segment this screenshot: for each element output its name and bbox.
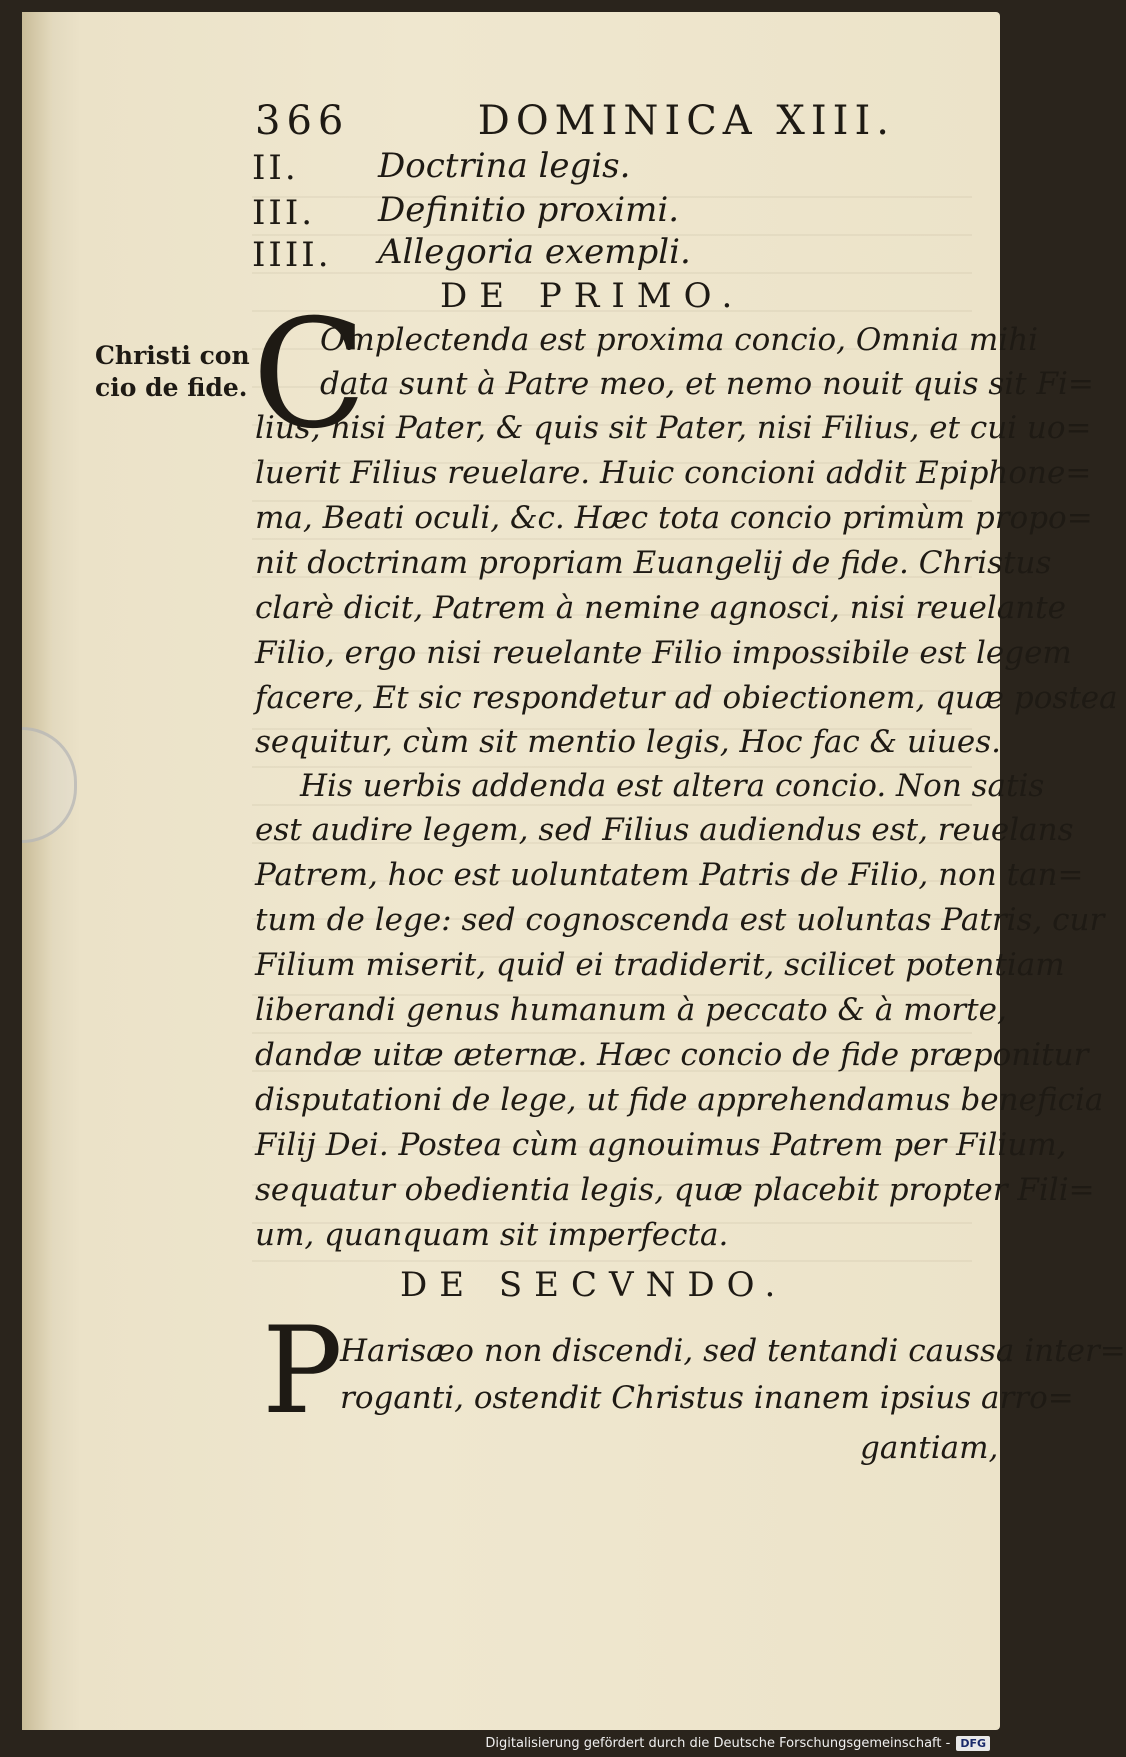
- marginal-note-line: cio de fide.: [95, 373, 248, 402]
- text-line: lius, nisi Pater, & quis sit Pater, nisi Filius, et cui uo=: [255, 410, 1092, 446]
- text-line: um, quanquam sit imperfecta.: [255, 1217, 729, 1253]
- outline-num: II.: [252, 148, 299, 188]
- page-gutter: [22, 12, 52, 1730]
- marginal-note-line: Christi con: [95, 341, 250, 370]
- marginal-note: [95, 340, 255, 404]
- running-title: DOMINICA XIII.: [477, 98, 895, 144]
- dfg-logo: DFG: [956, 1736, 990, 1751]
- text-line: luerit Filius reuelare. Huic concioni addit Epiphone=: [255, 455, 1092, 491]
- text-line: nit doctrinam propriam Euangelij de fide. Christus: [255, 545, 1052, 581]
- text-line: sequatur obedientia legis, quæ placebit propter Fili=: [255, 1172, 1095, 1208]
- drop-capital: P: [262, 1302, 343, 1441]
- section-heading: DE SECVNDO.: [400, 1265, 788, 1305]
- text-line: dandæ uitæ æternæ. Hæc concio de fide præponitur: [255, 1037, 1089, 1073]
- credit-text: Digitalisierung gefördert durch die Deutsche Forschungsgemeinschaft -: [485, 1735, 951, 1751]
- drop-capital: C: [252, 288, 367, 462]
- text-line: clarè dicit, Patrem à nemine agnosci, nisi reuelante: [255, 590, 1066, 626]
- text-line: facere, Et sic respondetur ad obiectionem, quæ postea: [255, 680, 1118, 716]
- text-line: est audire legem, sed Filius audiendus est, reuelans: [255, 812, 1074, 848]
- outline-text: Allegoria exempli.: [378, 232, 691, 272]
- outline-text: Definitio proximi.: [378, 190, 680, 230]
- text-line: sequitur, cùm sit mentio legis, Hoc fac & uiues.: [255, 724, 1001, 760]
- text-line: ma, Beati oculi, &c. Hæc tota concio primùm propo=: [255, 500, 1093, 536]
- digitization-credit: [485, 1733, 990, 1753]
- outline-num: IIII.: [252, 235, 332, 275]
- text-line: His uerbis addenda est altera concio. Non satis: [300, 768, 1045, 804]
- section-heading: DE PRIMO.: [440, 276, 745, 316]
- text-line: roganti, ostendit Christus inanem ipsius arro=: [340, 1380, 1074, 1416]
- page-number: 366: [255, 98, 350, 144]
- text-line: Harisæo non discendi, sed tentandi caussa inter=: [340, 1333, 1126, 1369]
- text-line: Filij Dei. Postea cùm agnouimus Patrem per Filium,: [255, 1127, 1067, 1163]
- catchword: gantiam,: [860, 1430, 999, 1466]
- text-line: Omplectenda est proxima concio, Omnia mihi: [320, 322, 1039, 358]
- text-line: data sunt à Patre meo, et nemo nouit quis sit Fi=: [320, 366, 1094, 402]
- text-line: Patrem, hoc est uoluntatem Patris de Filio, non tan=: [255, 857, 1084, 893]
- text-line: disputationi de lege, ut fide apprehendamus beneficia: [255, 1082, 1104, 1118]
- outline-num: III.: [252, 193, 316, 233]
- text-line: Filio, ergo nisi reuelante Filio impossibile est legem: [255, 635, 1072, 671]
- page-clip: [22, 727, 77, 843]
- text-line: Filium miserit, quid ei tradiderit, scilicet potentiam: [255, 947, 1065, 983]
- outline-text: Doctrina legis.: [378, 146, 631, 186]
- text-line: tum de lege: sed cognoscenda est uoluntas Patris, cur: [255, 902, 1105, 938]
- running-header: [255, 98, 895, 144]
- text-line: liberandi genus humanum à peccato & à morte,: [255, 992, 1007, 1028]
